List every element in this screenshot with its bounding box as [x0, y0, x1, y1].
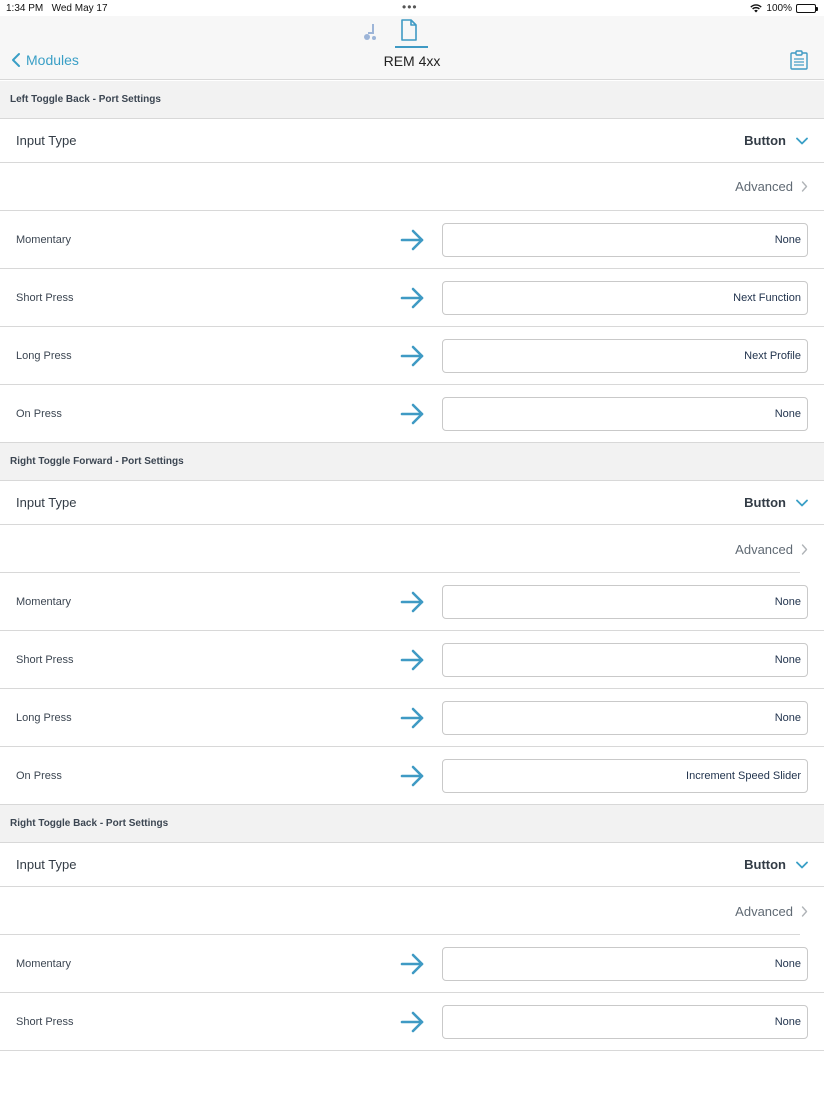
- page-title: REM 4xx: [383, 53, 441, 69]
- press-row: [0, 631, 824, 689]
- press-label: On Press: [16, 407, 62, 420]
- port-settings-section: [0, 443, 824, 805]
- function-select-field[interactable]: [442, 701, 808, 735]
- status-bar: [0, 0, 824, 16]
- status-date-text: Wed May 17: [51, 3, 108, 14]
- arrow-right-icon: [400, 764, 426, 788]
- press-row: [0, 269, 824, 327]
- input-type-label: Input Type: [16, 133, 77, 148]
- function-select-field[interactable]: [442, 1005, 808, 1039]
- document-icon[interactable]: [396, 18, 422, 47]
- press-row: [0, 385, 824, 443]
- function-value: None: [774, 408, 801, 420]
- input-type-dropdown[interactable]: [744, 495, 808, 510]
- press-label: Long Press: [16, 349, 72, 362]
- arrow-right-icon: [400, 648, 426, 672]
- section-header: [0, 443, 824, 481]
- back-label: Modules: [26, 52, 79, 68]
- function-select-field[interactable]: [442, 947, 808, 981]
- press-row: [0, 747, 824, 805]
- chevron-down-icon: [796, 499, 808, 507]
- multitasking-dots[interactable]: •••: [402, 0, 418, 14]
- function-value: None: [774, 1016, 801, 1028]
- active-tab-indicator: [395, 46, 428, 48]
- advanced-row[interactable]: [0, 163, 824, 211]
- arrow-right-icon: [400, 706, 426, 730]
- port-settings-section: [0, 81, 824, 443]
- function-select-field[interactable]: [442, 339, 808, 373]
- press-label: Momentary: [16, 595, 72, 608]
- arrow-right-icon: [400, 286, 426, 310]
- status-right: [750, 3, 816, 14]
- battery-icon: [796, 4, 816, 13]
- input-type-dropdown[interactable]: [744, 133, 808, 148]
- input-type-label: Input Type: [16, 495, 77, 510]
- status-time: [6, 3, 108, 14]
- function-value: None: [774, 958, 801, 970]
- input-type-row: [0, 843, 824, 887]
- press-label: Short Press: [16, 1015, 74, 1028]
- press-label: Short Press: [16, 291, 74, 304]
- function-value: Increment Speed Slider: [686, 770, 801, 782]
- clipboard-icon[interactable]: [789, 50, 809, 75]
- chevron-right-icon: [801, 906, 808, 917]
- press-row: [0, 993, 824, 1051]
- press-label: Long Press: [16, 711, 72, 724]
- press-label: Momentary: [16, 233, 72, 246]
- battery-percent: 100%: [766, 3, 792, 14]
- function-select-field[interactable]: [442, 223, 808, 257]
- chevron-down-icon: [796, 137, 808, 145]
- arrow-right-icon: [400, 1010, 426, 1034]
- status-time-text: 1:34 PM: [6, 3, 44, 14]
- arrow-right-icon: [400, 344, 426, 368]
- advanced-row[interactable]: [0, 525, 824, 573]
- section-header: [0, 805, 824, 843]
- wheelchair-icon[interactable]: [362, 22, 378, 47]
- function-value: None: [774, 712, 801, 724]
- navigation-bar: [0, 16, 824, 80]
- advanced-label: Advanced: [735, 541, 793, 557]
- input-type-row: [0, 119, 824, 163]
- section-header: [0, 81, 824, 119]
- chevron-down-icon: [796, 861, 808, 869]
- function-select-field[interactable]: [442, 643, 808, 677]
- press-row: [0, 935, 824, 993]
- section-title: Left Toggle Back - Port Settings: [10, 94, 161, 105]
- press-row: [0, 211, 824, 269]
- advanced-row[interactable]: [0, 887, 824, 935]
- nav-tabs: [360, 18, 460, 48]
- chevron-right-icon: [801, 181, 808, 192]
- advanced-label: Advanced: [735, 179, 793, 194]
- advanced-label: Advanced: [735, 903, 793, 919]
- function-select-field[interactable]: [442, 759, 808, 793]
- section-title: Right Toggle Forward - Port Settings: [10, 456, 184, 467]
- press-label: On Press: [16, 769, 62, 782]
- function-value: None: [774, 654, 801, 666]
- input-type-value: Button: [744, 133, 786, 148]
- function-select-field[interactable]: [442, 585, 808, 619]
- input-type-label: Input Type: [16, 857, 77, 872]
- arrow-right-icon: [400, 590, 426, 614]
- function-value: Next Function: [733, 292, 801, 304]
- input-type-dropdown[interactable]: [744, 857, 808, 872]
- section-title: Right Toggle Back - Port Settings: [10, 818, 169, 829]
- input-type-row: [0, 481, 824, 525]
- arrow-right-icon: [400, 402, 426, 426]
- press-row: [0, 689, 824, 747]
- press-label: Short Press: [16, 653, 74, 666]
- function-select-field[interactable]: [442, 397, 808, 431]
- function-value: None: [774, 596, 801, 608]
- settings-content: [0, 81, 824, 1051]
- press-row: [0, 573, 824, 631]
- arrow-right-icon: [400, 952, 426, 976]
- arrow-right-icon: [400, 228, 426, 252]
- chevron-right-icon: [801, 544, 808, 555]
- port-settings-section: [0, 805, 824, 1051]
- wifi-icon: [750, 4, 762, 13]
- function-value: None: [774, 234, 801, 246]
- input-type-value: Button: [744, 495, 786, 510]
- press-row: [0, 327, 824, 385]
- function-value: Next Profile: [744, 350, 801, 362]
- function-select-field[interactable]: [442, 281, 808, 315]
- press-label: Momentary: [16, 957, 72, 970]
- input-type-value: Button: [744, 857, 786, 872]
